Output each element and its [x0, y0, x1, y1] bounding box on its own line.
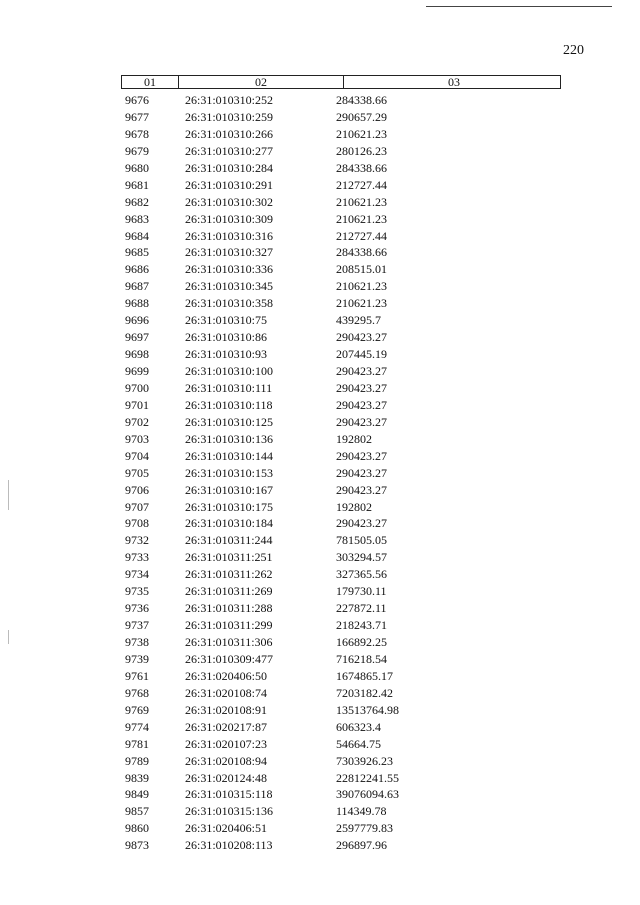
table-cell-col-1: 9707 [125, 499, 149, 514]
table-cell-col-3: 218243.71 [336, 618, 387, 633]
table-cell-col-1: 9732 [125, 533, 149, 548]
header-col-03: 03 [448, 75, 460, 89]
table-cell-col-1: 9733 [125, 550, 149, 565]
table-cell-col-1: 9688 [125, 296, 149, 311]
table-cell-col-3: 7303926.23 [336, 753, 393, 768]
table-row [121, 177, 561, 194]
table-cell-col-2: 26:31:010315:136 [185, 804, 274, 819]
table-cell-col-1: 9682 [125, 194, 149, 209]
table-cell-col-1: 9737 [125, 618, 149, 633]
table-cell-col-1: 9761 [125, 668, 149, 683]
table-cell-col-2: 26:31:010310:184 [185, 516, 274, 531]
table-cell-col-1: 9676 [125, 93, 149, 107]
table-cell-col-2: 26:31:010310:277 [185, 143, 274, 158]
table-cell-col-1: 9685 [125, 245, 149, 260]
table-row [121, 244, 561, 261]
table-cell-col-1: 9677 [125, 109, 149, 124]
table-cell-col-2: 26:31:010310:175 [185, 499, 274, 514]
table-cell-col-1: 9768 [125, 685, 149, 700]
table-cell-col-3: 210621.23 [336, 279, 387, 294]
table-cell-col-2: 26:31:010311:262 [185, 567, 273, 582]
table-row [121, 702, 561, 719]
table-row [121, 803, 561, 820]
table-row [121, 820, 561, 837]
table-cell-col-3: 7203182.42 [336, 685, 393, 700]
table-cell-col-2: 26:31:010310:358 [185, 296, 274, 311]
table-cell-col-2: 26:31:010310:136 [185, 431, 274, 446]
table-cell-col-2: 26:31:010310:93 [185, 347, 268, 362]
table-cell-col-3: 212727.44 [336, 228, 387, 243]
table-cell-col-2: 26:31:010310:345 [185, 279, 274, 294]
table-cell-col-2: 26:31:010310:167 [185, 482, 274, 497]
table-cell-col-2: 26:31:010310:309 [185, 211, 274, 226]
table-cell-col-2: 26:31:010311:251 [185, 550, 273, 565]
table-row [121, 719, 561, 736]
top-rule [426, 6, 612, 7]
table-cell-col-3: 439295.7 [336, 313, 381, 328]
table-row [121, 126, 561, 143]
table-cell-col-3: 290423.27 [336, 330, 387, 345]
table-row [121, 363, 561, 380]
table-cell-col-1: 9687 [125, 279, 149, 294]
table-cell-col-3: 210621.23 [336, 211, 387, 226]
table-cell-col-3: 192802 [336, 431, 372, 446]
table-cell-col-2: 26:31:010311:288 [185, 601, 273, 616]
table-cell-col-3: 290423.27 [336, 397, 387, 412]
table-row [121, 346, 561, 363]
table-row [121, 515, 561, 532]
table-row [121, 634, 561, 651]
table-cell-col-3: 290423.27 [336, 516, 387, 531]
table-row [121, 329, 561, 346]
table-row [121, 482, 561, 499]
table-cell-col-3: 210621.23 [336, 296, 387, 311]
header-col-02: 02 [179, 76, 344, 88]
table-row [121, 532, 561, 549]
table-cell-col-2: 26:31:010310:327 [185, 245, 274, 260]
table-cell-col-3: 284338.66 [336, 160, 387, 175]
table-cell-col-2: 26:31:010311:306 [185, 635, 273, 649]
table-cell-col-3: 303294.57 [336, 550, 387, 565]
table-cell-col-3: 327365.56 [336, 567, 387, 582]
table-row [121, 753, 561, 770]
table-cell-col-1: 9705 [125, 465, 149, 480]
table-cell-col-2: 26:31:010310:75 [185, 313, 268, 328]
table-cell-col-1: 9680 [125, 160, 149, 175]
table-cell-col-1: 9701 [125, 397, 149, 412]
table-cell-col-1: 9683 [125, 211, 149, 226]
table-cell-col-3: 227872.11 [336, 601, 387, 616]
table-cell-col-2: 26:31:010310:125 [185, 414, 274, 429]
table-cell-col-2: 26:31:010311:244 [185, 533, 273, 548]
table-row [121, 431, 561, 448]
table-cell-col-1: 9696 [125, 313, 149, 328]
table-cell-col-2: 26:31:020406:51 [185, 821, 268, 836]
table-cell-col-1: 9686 [125, 262, 149, 277]
table-row [121, 261, 561, 278]
table-cell-col-3: 290657.29 [336, 109, 387, 124]
table-cell-col-2: 26:31:010310:153 [185, 465, 274, 480]
table-row [121, 278, 561, 295]
table-cell-col-2: 26:31:020217:87 [185, 719, 268, 734]
table-cell-col-2: 26:31:010310:316 [185, 228, 274, 243]
scan-mark-left-lower [8, 630, 9, 644]
table-cell-col-3: 716218.54 [336, 651, 387, 666]
table-cell-col-1: 9681 [125, 177, 149, 192]
table-cell-col-2: 26:31:020107:23 [185, 736, 268, 751]
table-cell-col-1: 9873 [125, 838, 149, 853]
table-row [121, 786, 561, 803]
table-cell-col-3: 208515.01 [336, 262, 387, 277]
table-row [121, 770, 561, 787]
table-cell-col-2: 26:31:010310:252 [185, 93, 274, 107]
table-cell-col-2: 26:31:010309:477 [185, 651, 274, 666]
table-cell-col-2: 26:31:010310:86 [185, 330, 268, 345]
table-cell-col-3: 212727.44 [336, 177, 387, 192]
table-cell-col-3: 210621.23 [336, 194, 387, 209]
table-cell-col-3: 290423.27 [336, 414, 387, 429]
table-cell-col-1: 9706 [125, 482, 149, 497]
table-cell-col-2: 26:31:020108:94 [185, 753, 268, 768]
table-cell-col-1: 9702 [125, 414, 149, 429]
table-cell-col-2: 26:31:010315:118 [185, 787, 273, 802]
table-cell-col-3: 39076094.63 [336, 787, 399, 802]
table-row [121, 211, 561, 228]
table-row [121, 651, 561, 668]
table-cell-col-2: 26:31:020124:48 [185, 770, 268, 785]
table-cell-col-2: 26:31:010310:284 [185, 160, 274, 175]
table-row [121, 566, 561, 583]
table-cell-col-2: 26:31:010311:299 [185, 618, 273, 633]
table-cell-col-1: 9839 [125, 770, 149, 785]
table-cell-col-3: 22812241.55 [336, 770, 399, 785]
table-cell-col-3: 290423.27 [336, 482, 387, 497]
table-cell-col-1: 9684 [125, 228, 149, 243]
table-cell-col-1: 9734 [125, 567, 149, 582]
table-cell-col-1: 9736 [125, 601, 149, 616]
table-cell-col-1: 9789 [125, 753, 149, 768]
table-cell-col-1: 9700 [125, 380, 149, 395]
table-cell-col-2: 26:31:010208:113 [185, 838, 273, 853]
table-cell-col-2: 26:31:010310:118 [185, 397, 273, 412]
table-cell-col-3: 114349.78 [336, 804, 387, 819]
table-cell-col-3: 207445.19 [336, 347, 387, 362]
table-cell-col-1: 9857 [125, 804, 149, 819]
table-cell-col-3: 290423.27 [336, 380, 387, 395]
table-cell-col-3: 280126.23 [336, 143, 387, 158]
table-cell-col-2: 26:31:010310:111 [185, 380, 273, 395]
table-row [121, 549, 561, 566]
table-row [121, 617, 561, 634]
table-cell-col-1: 9774 [125, 719, 149, 734]
table-cell-col-2: 26:31:010310:266 [185, 126, 274, 141]
table-cell-col-2: 26:31:010311:269 [185, 584, 273, 599]
table-cell-col-2: 26:31:010310:259 [185, 109, 274, 124]
table-body [121, 92, 561, 854]
table-cell-col-3: 296897.96 [336, 838, 387, 853]
table-row [121, 109, 561, 126]
table-cell-col-1: 9769 [125, 702, 149, 717]
table-row [121, 160, 561, 177]
page-number: 220 [563, 43, 584, 58]
table-cell-col-2: 26:31:010310:302 [185, 194, 274, 209]
table-cell-col-3: 606323.4 [336, 719, 381, 734]
table-cell-col-1: 9708 [125, 516, 149, 531]
table-cell-col-3: 13513764.98 [336, 702, 399, 717]
table-cell-col-1: 9738 [125, 635, 149, 649]
table-cell-col-3: 179730.11 [336, 584, 387, 599]
table-cell-col-1: 9678 [125, 126, 149, 141]
table-row [121, 668, 561, 685]
table-row [121, 736, 561, 753]
table-cell-col-1: 9703 [125, 431, 149, 446]
table-cell-col-1: 9849 [125, 787, 149, 802]
table-cell-col-3: 166892.25 [336, 635, 387, 649]
table-row [121, 583, 561, 600]
table-cell-col-3: 781505.05 [336, 533, 387, 548]
table-cell-col-3: 1674865.17 [336, 668, 393, 683]
table-cell-col-3: 290423.27 [336, 465, 387, 480]
table-row [121, 143, 561, 160]
table-cell-col-1: 9781 [125, 736, 149, 751]
table-row [121, 397, 561, 414]
table-cell-col-2: 26:31:010310:336 [185, 262, 274, 277]
table-header [121, 75, 561, 89]
table-cell-col-1: 9679 [125, 143, 149, 158]
table-cell-col-3: 210621.23 [336, 126, 387, 141]
table-cell-col-3: 2597779.83 [336, 821, 393, 836]
table-row [121, 312, 561, 329]
table-row [121, 228, 561, 245]
table-row [121, 194, 561, 211]
table-row [121, 499, 561, 516]
table-row [121, 685, 561, 702]
table-cell-col-3: 290423.27 [336, 364, 387, 378]
table-cell-col-1: 9860 [125, 821, 149, 836]
table-row [121, 295, 561, 312]
table-cell-col-3: 192802 [336, 499, 372, 514]
table-cell-col-1: 9698 [125, 347, 149, 362]
table-row [121, 837, 561, 854]
table-row [121, 600, 561, 617]
header-col-01: 01 [122, 76, 179, 88]
table-cell-col-2: 26:31:010310:144 [185, 448, 274, 463]
table-cell-col-2: 26:31:010310:100 [185, 364, 274, 378]
table-row [121, 92, 561, 109]
table-cell-col-3: 284338.66 [336, 93, 387, 107]
table-cell-col-1: 9704 [125, 448, 149, 463]
table-cell-col-2: 26:31:020108:74 [185, 685, 268, 700]
table-row [121, 380, 561, 397]
table-cell-col-2: 26:31:020108:91 [185, 702, 268, 717]
table-cell-col-1: 9739 [125, 651, 149, 666]
table-cell-col-3: 54664.75 [336, 736, 381, 751]
table-row [121, 414, 561, 431]
table-row [121, 448, 561, 465]
table-cell-col-1: 9735 [125, 584, 149, 599]
scan-mark-left [8, 480, 9, 510]
data-table [121, 75, 561, 854]
table-cell-col-1: 9699 [125, 364, 149, 378]
table-cell-col-3: 284338.66 [336, 245, 387, 260]
table-cell-col-2: 26:31:020406:50 [185, 668, 268, 683]
table-cell-col-2: 26:31:010310:291 [185, 177, 274, 192]
table-row [121, 465, 561, 482]
table-cell-col-3: 290423.27 [336, 448, 387, 463]
table-cell-col-1: 9697 [125, 330, 149, 345]
